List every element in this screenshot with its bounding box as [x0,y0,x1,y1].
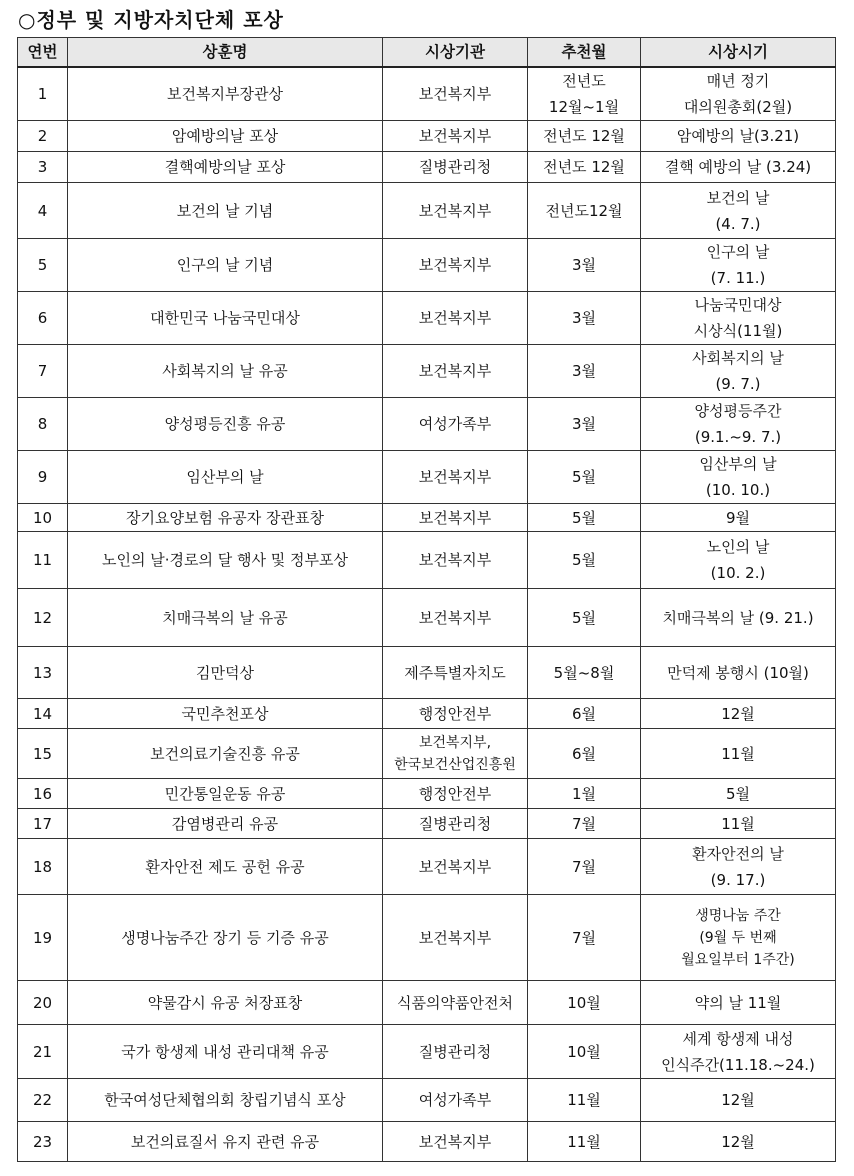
cell-award-name: 감염병관리 유공 [68,809,383,839]
cell-recommend-month: 11월 [528,1079,641,1122]
cell-award-period: 결핵 예방의 날 (3.24) [641,152,836,183]
table-row [18,699,836,729]
cell-award-period: 12월 [641,699,836,729]
cell-no: 23 [18,1122,68,1162]
table-row [18,504,836,532]
cell-award-period: 암예방의 날(3.21) [641,121,836,152]
cell-recommend-month: 전년도 12월 [528,121,641,152]
cell-organization: 보건복지부 [383,839,528,895]
cell-organization: 보건복지부, 한국보건산업진흥원 [383,729,528,779]
cell-award-name: 환자안전 제도 공헌 유공 [68,839,383,895]
table-row [18,183,836,239]
table-header-row [18,38,836,68]
cell-recommend-month: 7월 [528,895,641,981]
cell-award-name: 임산부의 날 [68,451,383,504]
cell-award-period: 임산부의 날 (10. 10.) [641,451,836,504]
cell-award-period: 11월 [641,729,836,779]
cell-award-period: 환자안전의 날 (9. 17.) [641,839,836,895]
cell-award-name: 보건의 날 기념 [68,183,383,239]
cell-no: 22 [18,1079,68,1122]
cell-no: 20 [18,981,68,1025]
table-row [18,589,836,647]
table-row [18,239,836,292]
cell-no: 9 [18,451,68,504]
cell-no: 18 [18,839,68,895]
cell-recommend-month: 5월 [528,589,641,647]
cell-organization: 보건복지부 [383,1122,528,1162]
table-row [18,121,836,152]
cell-no: 19 [18,895,68,981]
cell-award-name: 국민추천포상 [68,699,383,729]
cell-award-period: 약의 날 11월 [641,981,836,1025]
cell-recommend-month: 7월 [528,839,641,895]
cell-recommend-month: 5월 [528,532,641,589]
cell-no: 1 [18,67,68,121]
cell-no: 3 [18,152,68,183]
cell-recommend-month: 10월 [528,981,641,1025]
cell-award-name: 보건복지부장관상 [68,67,383,121]
cell-award-period: 12월 [641,1122,836,1162]
cell-organization: 보건복지부 [383,589,528,647]
header-organization: 시상기관 [383,38,528,68]
table-row [18,779,836,809]
cell-recommend-month: 전년도 12월 [528,152,641,183]
cell-organization: 보건복지부 [383,895,528,981]
cell-award-period: 세계 항생제 내성 인식주간(11.18.~24.) [641,1025,836,1079]
cell-award-name: 장기요양보험 유공자 장관표창 [68,504,383,532]
table-body [18,67,836,1162]
cell-award-period: 11월 [641,809,836,839]
table-row [18,1025,836,1079]
cell-organization: 보건복지부 [383,345,528,398]
cell-organization: 질병관리청 [383,152,528,183]
table-row [18,895,836,981]
cell-award-period: 12월 [641,1079,836,1122]
cell-award-name: 양성평등진흥 유공 [68,398,383,451]
cell-award-period: 양성평등주간 (9.1.~9. 7.) [641,398,836,451]
header-award-name: 상훈명 [68,38,383,68]
cell-award-period: 사회복지의 날 (9. 7.) [641,345,836,398]
cell-recommend-month: 5월~8월 [528,647,641,699]
cell-organization: 여성가족부 [383,398,528,451]
cell-award-name: 생명나눔주간 장기 등 기증 유공 [68,895,383,981]
table-row [18,345,836,398]
cell-award-period: 치매극복의 날 (9. 21.) [641,589,836,647]
cell-no: 16 [18,779,68,809]
cell-no: 21 [18,1025,68,1079]
cell-organization: 보건복지부 [383,239,528,292]
table-row [18,532,836,589]
cell-organization: 보건복지부 [383,292,528,345]
cell-no: 14 [18,699,68,729]
cell-recommend-month: 전년도 12월~1월 [528,67,641,121]
cell-recommend-month: 5월 [528,451,641,504]
cell-organization: 보건복지부 [383,532,528,589]
cell-award-name: 결핵예방의날 포상 [68,152,383,183]
cell-organization: 보건복지부 [383,67,528,121]
cell-award-period: 9월 [641,504,836,532]
cell-recommend-month: 3월 [528,398,641,451]
table-row [18,1122,836,1162]
cell-recommend-month: 3월 [528,239,641,292]
cell-no: 13 [18,647,68,699]
awards-table [17,37,836,1162]
section-title: ○정부 및 지방자치단체 포상 [18,8,284,32]
cell-award-name: 대한민국 나눔국민대상 [68,292,383,345]
cell-no: 17 [18,809,68,839]
cell-organization: 행정안전부 [383,779,528,809]
cell-organization: 행정안전부 [383,699,528,729]
cell-award-name: 노인의 날·경로의 달 행사 및 정부포상 [68,532,383,589]
table-row [18,1079,836,1122]
header-no: 연번 [18,38,68,68]
cell-award-period: 매년 정기 대의원총회(2월) [641,67,836,121]
cell-award-name: 암예방의날 포상 [68,121,383,152]
cell-award-name: 약물감시 유공 처장표창 [68,981,383,1025]
cell-organization: 보건복지부 [383,121,528,152]
cell-no: 8 [18,398,68,451]
cell-award-period: 나눔국민대상 시상식(11월) [641,292,836,345]
table-row [18,67,836,121]
cell-organization: 제주특별자치도 [383,647,528,699]
cell-no: 15 [18,729,68,779]
table-row [18,809,836,839]
cell-no: 2 [18,121,68,152]
cell-no: 5 [18,239,68,292]
cell-award-name: 인구의 날 기념 [68,239,383,292]
cell-organization: 보건복지부 [383,504,528,532]
cell-award-period: 생명나눔 주간 (9월 두 번째 월요일부터 1주간) [641,895,836,981]
cell-organization: 보건복지부 [383,451,528,504]
cell-recommend-month: 7월 [528,809,641,839]
cell-recommend-month: 6월 [528,699,641,729]
cell-organization: 여성가족부 [383,1079,528,1122]
cell-no: 7 [18,345,68,398]
cell-organization: 질병관리청 [383,809,528,839]
cell-award-name: 민간통일운동 유공 [68,779,383,809]
cell-award-name: 한국여성단체협의회 창립기념식 포상 [68,1079,383,1122]
cell-recommend-month: 5월 [528,504,641,532]
cell-organization: 보건복지부 [383,183,528,239]
cell-award-name: 사회복지의 날 유공 [68,345,383,398]
cell-recommend-month: 10월 [528,1025,641,1079]
cell-no: 10 [18,504,68,532]
cell-award-period: 보건의 날 (4. 7.) [641,183,836,239]
cell-recommend-month: 11월 [528,1122,641,1162]
table-row [18,981,836,1025]
cell-award-name: 보건의료기술진흥 유공 [68,729,383,779]
cell-recommend-month: 전년도12월 [528,183,641,239]
cell-award-period: 인구의 날 (7. 11.) [641,239,836,292]
header-award-period: 시상시기 [641,38,836,68]
cell-no: 12 [18,589,68,647]
table-row [18,729,836,779]
cell-no: 4 [18,183,68,239]
cell-organization: 식품의약품안전처 [383,981,528,1025]
header-recommend-month: 추천월 [528,38,641,68]
cell-recommend-month: 1월 [528,779,641,809]
cell-award-period: 만덕제 봉행시 (10월) [641,647,836,699]
cell-award-name: 국가 항생제 내성 관리대책 유공 [68,1025,383,1079]
cell-recommend-month: 6월 [528,729,641,779]
cell-no: 11 [18,532,68,589]
cell-no: 6 [18,292,68,345]
cell-organization: 질병관리청 [383,1025,528,1079]
cell-recommend-month: 3월 [528,345,641,398]
cell-award-name: 치매극복의 날 유공 [68,589,383,647]
cell-award-period: 노인의 날 (10. 2.) [641,532,836,589]
cell-award-period: 5월 [641,779,836,809]
table-row [18,398,836,451]
table-row [18,451,836,504]
cell-award-name: 김만덕상 [68,647,383,699]
cell-award-name: 보건의료질서 유지 관련 유공 [68,1122,383,1162]
cell-recommend-month: 3월 [528,292,641,345]
table-row [18,152,836,183]
table-row [18,839,836,895]
table-row [18,647,836,699]
table-row [18,292,836,345]
